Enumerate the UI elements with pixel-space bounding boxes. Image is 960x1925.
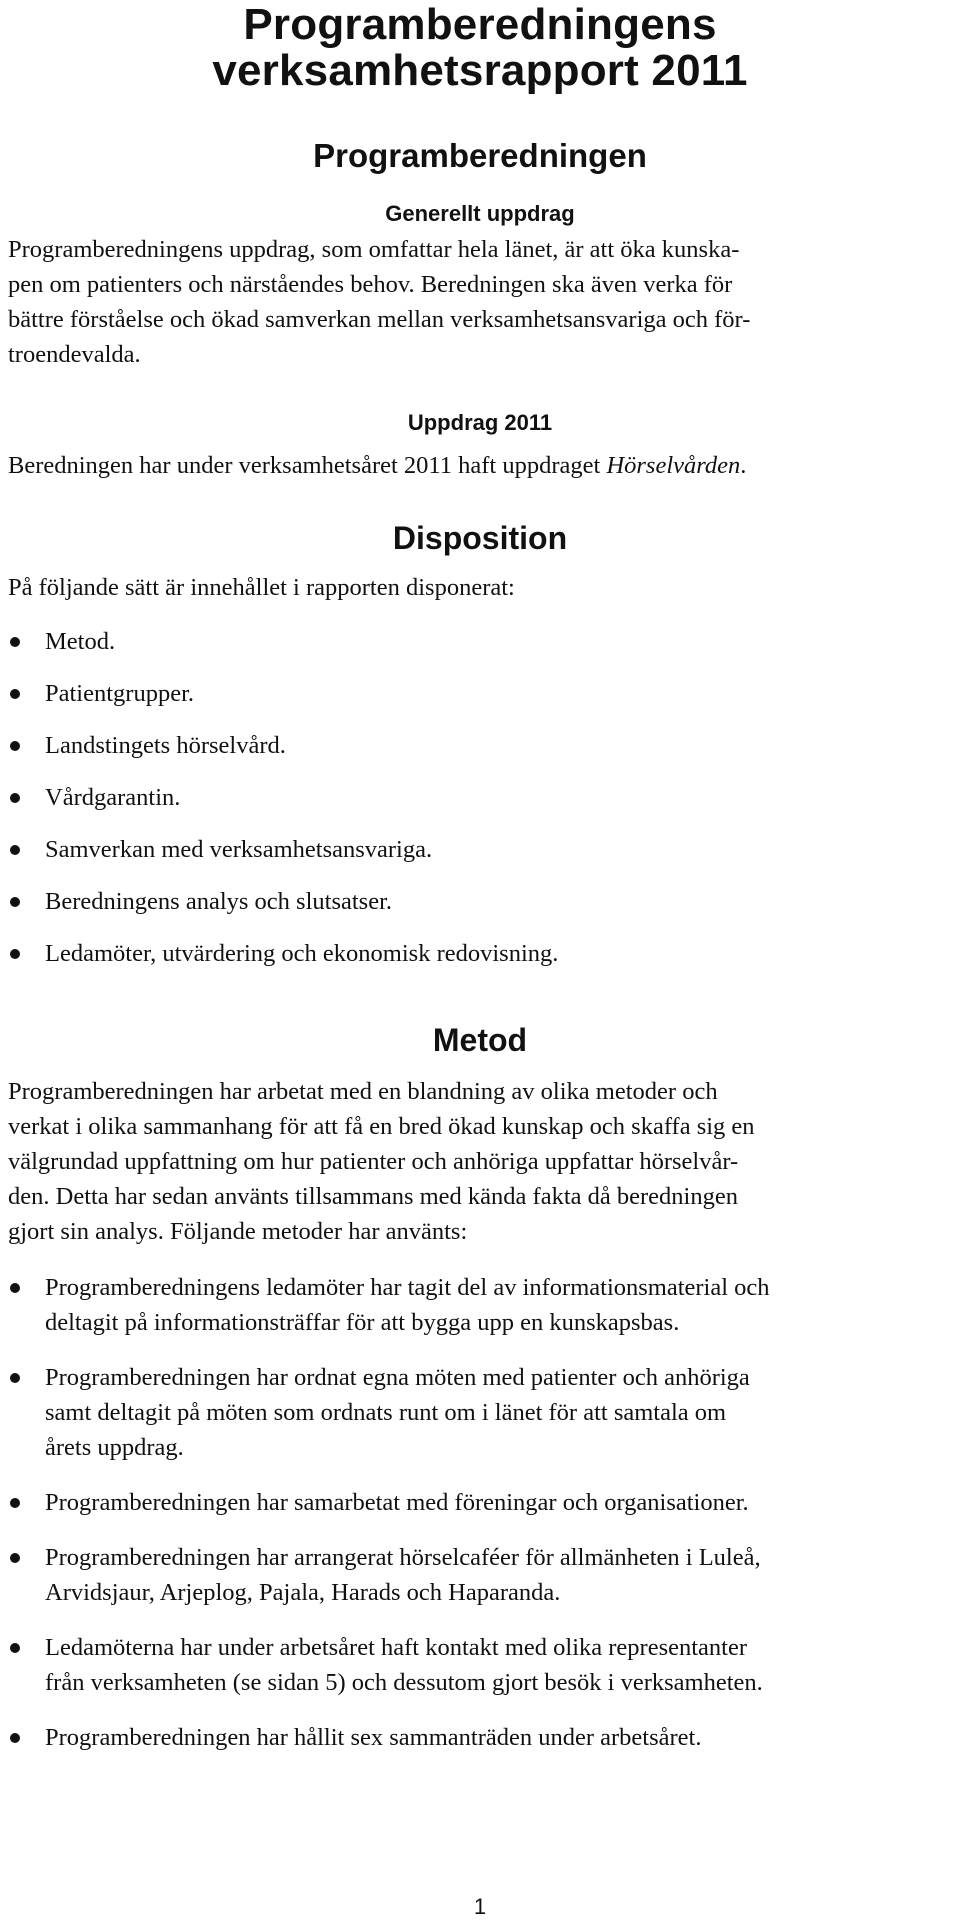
list-item xyxy=(0,1540,960,1610)
paragraph-line: Programberedningens uppdrag, som omfattar hela länet, är att öka kunska- xyxy=(8,236,740,263)
list-item xyxy=(0,780,960,815)
list-item-text: Metod. xyxy=(45,628,116,655)
list-item-text: Landstingets hörselvård. xyxy=(45,732,286,759)
list-item xyxy=(0,676,960,711)
list-item-line: årets uppdrag. xyxy=(45,1434,184,1461)
list-item xyxy=(0,936,960,971)
section-heading-disposition: Disposition xyxy=(392,520,568,556)
list-item xyxy=(0,1270,960,1340)
list-item xyxy=(0,728,960,763)
paragraph-uppdrag xyxy=(8,448,958,483)
bullet-icon xyxy=(10,793,20,803)
list-item xyxy=(0,884,960,919)
bullet-icon xyxy=(10,1733,20,1743)
list-item-line: Arvidsjaur, Arjeplog, Pajala, Harads och Haparanda. xyxy=(45,1579,561,1606)
uppdrag-text: Beredningen har under verksamhetsåret 2011 haft uppdraget xyxy=(8,452,607,479)
bullet-icon xyxy=(10,1283,20,1293)
metod-list xyxy=(0,1270,960,1755)
bullet-icon xyxy=(10,1553,20,1563)
list-item-line: från verksamheten (se sidan 5) och dessutom gjort besök i verksamheten. xyxy=(45,1669,763,1696)
disposition-intro: På följande sätt är innehållet i rapporten disponerat: xyxy=(8,574,515,601)
document-title-line-2: verksamhetsrapport 2011 xyxy=(212,46,748,95)
paragraph-line: Programberedningen har arbetat med en blandning av olika metoder och xyxy=(8,1078,718,1105)
disposition-list xyxy=(0,624,960,971)
paragraph-line: den. Detta har sedan använts tillsammans med kända fakta då beredningen xyxy=(8,1183,738,1210)
list-item-line: Programberedningen har arrangerat hörselcaféer för allmänheten i Luleå, xyxy=(45,1544,761,1571)
bullet-icon xyxy=(10,949,20,959)
section-heading-metod: Metod xyxy=(432,1022,528,1058)
list-item xyxy=(0,1630,960,1700)
list-item xyxy=(0,1360,960,1465)
list-item xyxy=(0,1485,960,1520)
list-item xyxy=(0,1720,960,1755)
paragraph-metod xyxy=(8,1074,958,1249)
list-item-line: Programberedningen har ordnat egna möten med patienter och anhöriga xyxy=(45,1364,750,1391)
paragraph-line: välgrundad uppfattning om hur patienter och anhöriga uppfattar hörselvår- xyxy=(8,1148,739,1175)
list-item xyxy=(0,624,960,659)
bullet-icon xyxy=(10,1498,20,1508)
list-item-text: Patientgrupper. xyxy=(45,680,195,707)
document-title-line-1: Programberedningens xyxy=(243,0,717,49)
bullet-icon xyxy=(10,845,20,855)
list-item-line: deltagit på informationsträffar för att bygga upp en kunskapsbas. xyxy=(45,1309,680,1336)
bullet-icon xyxy=(10,1643,20,1653)
list-item-line: Programberedningen har hållit sex sammanträden under arbetsåret. xyxy=(45,1724,702,1751)
list-item xyxy=(0,832,960,867)
paragraph-line: troendevalda. xyxy=(8,341,141,368)
bullet-icon xyxy=(10,637,20,647)
paragraph-line: pen om patienters och närståendes behov. Beredningen ska även verka för xyxy=(8,271,733,298)
subheading-generellt-uppdrag: Generellt uppdrag xyxy=(385,201,575,226)
list-item-text: Vårdgarantin. xyxy=(45,784,181,811)
bullet-icon xyxy=(10,741,20,751)
paragraph-line: bättre förståelse och ökad samverkan mellan verksamhetsansvariga och för- xyxy=(8,306,751,333)
paragraph-line: gjort sin analys. Följande metoder har använts: xyxy=(8,1218,468,1245)
uppdrag-text-end: . xyxy=(740,452,747,479)
uppdrag-italic-text: Hörselvården xyxy=(606,452,741,479)
paragraph-generellt-uppdrag xyxy=(8,232,958,372)
subheading-uppdrag-2011: Uppdrag 2011 xyxy=(407,410,553,435)
page-number: 1 xyxy=(473,1894,487,1919)
paragraph-line: verkat i olika sammanhang för att få en bred ökad kunskap och skaffa sig en xyxy=(8,1113,755,1140)
list-item-line: Programberedningens ledamöter har tagit del av informationsmaterial och xyxy=(45,1274,770,1301)
bullet-icon xyxy=(10,1373,20,1383)
list-item-line: samt deltagit på möten som ordnats runt om i länet för att samtala om xyxy=(45,1399,727,1426)
list-item-text: Ledamöter, utvärdering och ekonomisk redovisning. xyxy=(45,940,559,967)
list-item-text: Beredningens analys och slutsatser. xyxy=(45,888,393,915)
bullet-icon xyxy=(10,689,20,699)
list-item-line: Ledamöterna har under arbetsåret haft kontakt med olika representanter xyxy=(45,1634,748,1661)
bullet-icon xyxy=(10,897,20,907)
list-item-text: Samverkan med verksamhetsansvariga. xyxy=(45,836,433,863)
list-item-line: Programberedningen har samarbetat med föreningar och organisationer. xyxy=(45,1489,749,1516)
section-heading-programberedningen: Programberedningen xyxy=(313,137,647,174)
